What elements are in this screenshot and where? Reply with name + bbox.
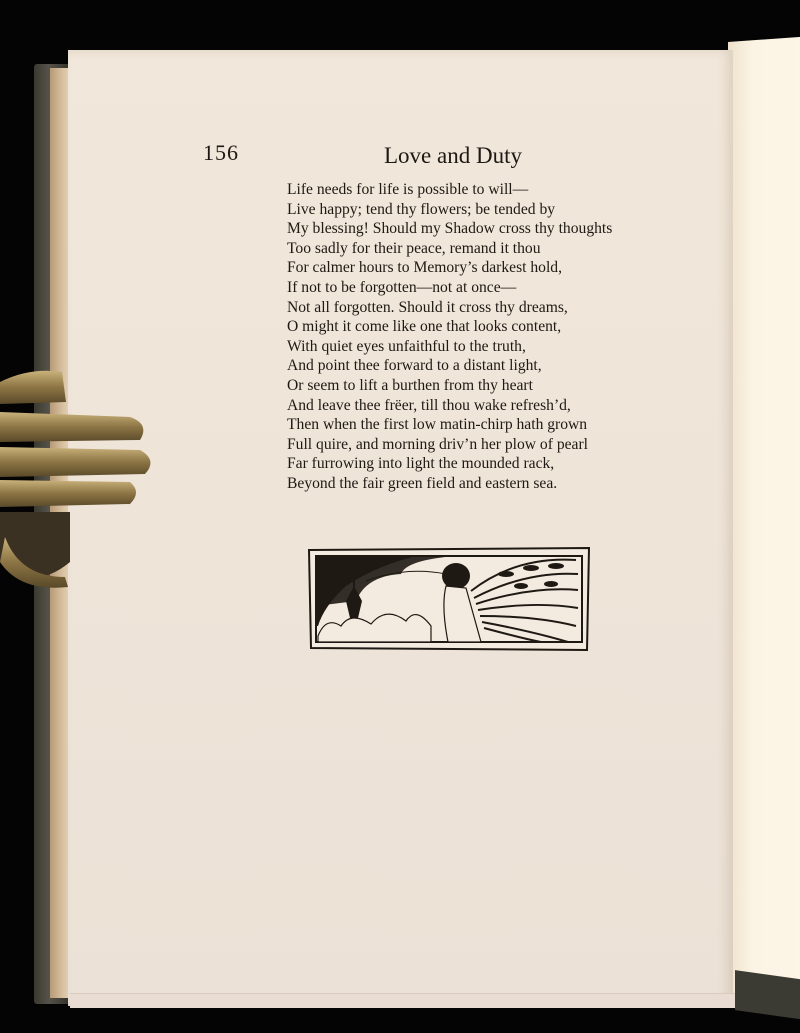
- poem-line: Beyond the fair green field and eastern sea.: [287, 474, 558, 492]
- poem-line: Too sadly for their peace, remand it thou: [287, 239, 541, 257]
- poem-line: Full quire, and morning driv’n her plow of pearl: [287, 435, 588, 453]
- poem-line: Live happy; tend thy flowers; be tended by: [287, 200, 556, 218]
- winged-figure-illustration: [306, 546, 592, 652]
- poem-text: [287, 180, 612, 494]
- poem-line: With quiet eyes unfaithful to the truth,: [287, 337, 526, 355]
- poem-line: Life needs for life is possible to will—: [287, 181, 529, 198]
- poem-line: Far furrowing into light the mounded rack,: [287, 455, 555, 473]
- poem-line: Not all forgotten. Should it cross thy dreams,: [287, 298, 568, 316]
- facing-page: [728, 36, 800, 1007]
- brass-page-clamp: [0, 362, 160, 592]
- poem-line: O might it come like one that looks content,: [287, 318, 562, 336]
- poem-line: For calmer hours to Memory’s darkest hold,: [287, 259, 563, 277]
- poem-line: Then when the first low matin-chirp hath grown: [287, 416, 588, 434]
- poem-line: And point thee forward to a distant light,: [287, 357, 542, 375]
- poem-line: If not to be forgotten—not at once—: [287, 278, 517, 296]
- book-cover-right: [735, 970, 800, 1020]
- page-bottom-edge: [70, 993, 735, 1008]
- poem-line: My blessing! Should my Shadow cross thy thoughts: [287, 220, 613, 238]
- poem-line: And leave thee frëer, till thou wake refresh’d,: [287, 396, 571, 414]
- running-head: Love and Duty: [384, 143, 522, 168]
- page-number: 156: [203, 140, 239, 165]
- poem-line: Or seem to lift a burthen from thy heart: [287, 376, 533, 394]
